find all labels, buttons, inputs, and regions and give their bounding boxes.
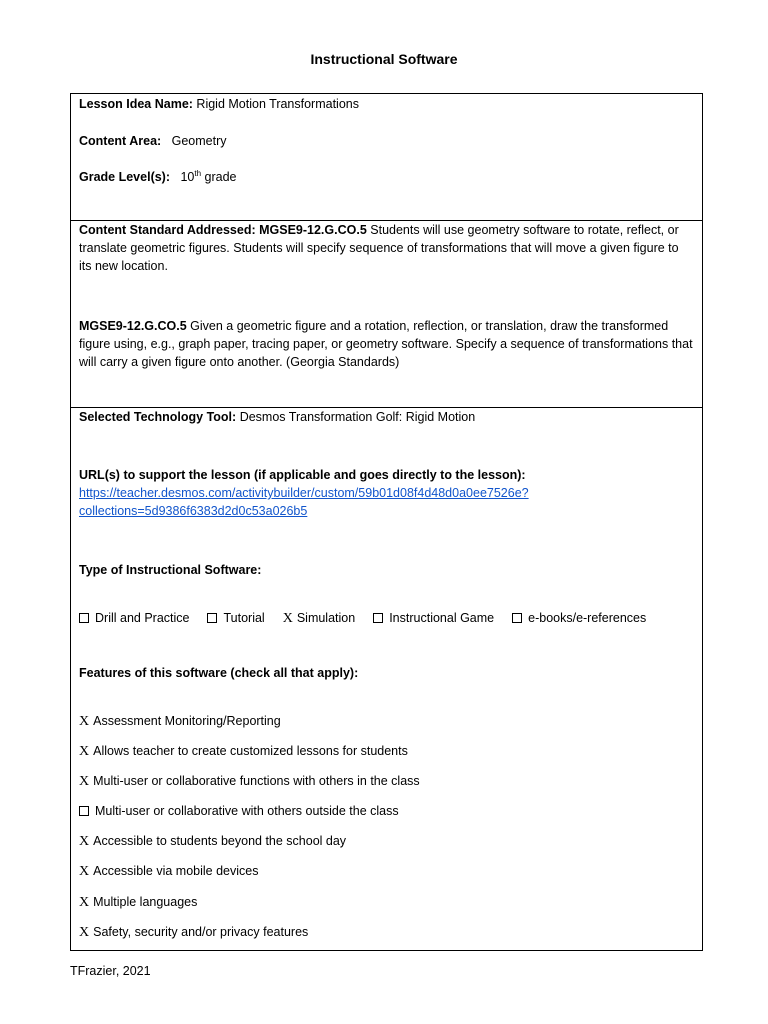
feature-item[interactable]: [79, 742, 694, 761]
lesson-info-section: [71, 94, 702, 221]
feature-item[interactable]: [79, 862, 694, 881]
grade-level-number: 10: [180, 170, 195, 184]
feature-checked-mark-icon[interactable]: X: [79, 925, 90, 940]
feature-item[interactable]: [79, 712, 694, 731]
content-area-value: Geometry: [171, 134, 227, 148]
grade-level-word: grade: [204, 170, 237, 184]
feature-checked-mark-icon[interactable]: X: [79, 895, 90, 910]
software-type-checkbox-icon[interactable]: [512, 613, 522, 623]
software-type-options: [79, 609, 694, 628]
software-type-checkbox-icon[interactable]: [79, 613, 89, 623]
feature-item-label: Multi-user or collaborative with others outside the class: [95, 804, 399, 818]
software-type-option[interactable]: [512, 609, 646, 627]
feature-checked-mark-icon[interactable]: X: [79, 774, 90, 789]
software-type-option[interactable]: [373, 609, 494, 627]
feature-item-label: Assessment Monitoring/Reporting: [93, 714, 281, 728]
feature-checkbox-icon[interactable]: [79, 806, 89, 816]
software-type-option-label: Tutorial: [223, 611, 265, 625]
lesson-url-link[interactable]: https://teacher.desmos.com/activitybuilder/custom/59b01d08f4d48d0a0ee7526e?: [79, 486, 529, 500]
standard-paragraph-2: [79, 317, 694, 371]
page-title: Instructional Software: [310, 51, 458, 67]
lesson-name-row: [79, 95, 694, 113]
tool-value: Desmos Transformation Golf: Rigid Motion: [239, 410, 476, 424]
software-type-option[interactable]: [283, 609, 356, 628]
lesson-name-value: Rigid Motion Transformations: [196, 97, 359, 111]
feature-item-label: Safety, security and/or privacy features: [93, 925, 309, 939]
feature-checked-mark-icon[interactable]: X: [79, 834, 90, 849]
grade-level-label: Grade Level(s):: [79, 170, 171, 184]
feature-item-label: Allows teacher to create customized lessons for students: [93, 744, 408, 758]
software-type-label: Type of Instructional Software:: [79, 563, 262, 577]
feature-item-label: Multiple languages: [93, 895, 198, 909]
software-type-option[interactable]: [207, 609, 264, 627]
software-type-option-label: Drill and Practice: [95, 611, 190, 625]
feature-checked-mark-icon[interactable]: X: [79, 744, 90, 759]
technology-section: [71, 407, 702, 950]
standard-text-2: Given a geometric figure and a rotation, reflection, or translation, draw the transformed figure using, e.g., graph paper, tracing paper, or geometry software. Specify a sequence of transformations that will carry a given figure onto another. (Georgia Standards): [79, 319, 693, 369]
software-type-checkbox-icon[interactable]: [207, 613, 217, 623]
software-type-option-label: Simulation: [296, 611, 356, 625]
feature-checked-mark-icon[interactable]: X: [79, 864, 90, 879]
software-type-option-label: Instructional Game: [389, 611, 495, 625]
standard-code-2: MGSE9-12.G.CO.5: [79, 319, 187, 333]
standard-section: [71, 220, 702, 408]
feature-item[interactable]: [79, 893, 694, 912]
feature-checked-mark-icon[interactable]: X: [79, 714, 90, 729]
standard-paragraph-1: [79, 221, 694, 275]
url-label: URL(s) to support the lesson (if applicable and goes directly to the lesson):: [79, 468, 526, 482]
tool-label: Selected Technology Tool:: [79, 410, 237, 424]
footer-author: TFrazier, 2021: [70, 964, 151, 978]
lesson-name-label: Lesson Idea Name:: [79, 97, 193, 111]
grade-level-row: [79, 168, 694, 186]
standard-text: Students will use geometry software to rotate, reflect, or translate geometric figures. Students will specify sequence of transformations that will move a given figure to its new location.: [79, 223, 679, 273]
content-area-label: Content Area:: [79, 134, 162, 148]
feature-item[interactable]: [79, 772, 694, 791]
feature-item[interactable]: [79, 802, 694, 820]
grade-level-suffix: th: [194, 168, 202, 178]
software-type-checkbox-icon[interactable]: [373, 613, 383, 623]
feature-item-label: Multi-user or collaborative functions with others in the class: [93, 774, 420, 788]
feature-item-label: Accessible to students beyond the school day: [93, 834, 347, 848]
content-area-row: [79, 132, 694, 150]
software-type-checked-mark-icon[interactable]: X: [282, 611, 293, 626]
tool-row: [79, 408, 694, 426]
url-link-line-1[interactable]: [79, 484, 694, 502]
feature-item-label: Accessible via mobile devices: [93, 864, 259, 878]
lesson-url-link-continued[interactable]: collections=5d9386f6383d2d0c53a026b5: [79, 504, 308, 518]
url-link-line-2[interactable]: [79, 502, 694, 520]
lesson-form: [70, 93, 703, 951]
software-type-option[interactable]: [79, 609, 189, 627]
feature-item[interactable]: [79, 923, 694, 942]
feature-item[interactable]: [79, 832, 694, 851]
standard-label: Content Standard Addressed: MGSE9-12.G.CO.5: [79, 223, 367, 237]
software-type-option-label: e-books/e-references: [528, 611, 647, 625]
features-label: Features of this software (check all that apply):: [79, 666, 359, 680]
